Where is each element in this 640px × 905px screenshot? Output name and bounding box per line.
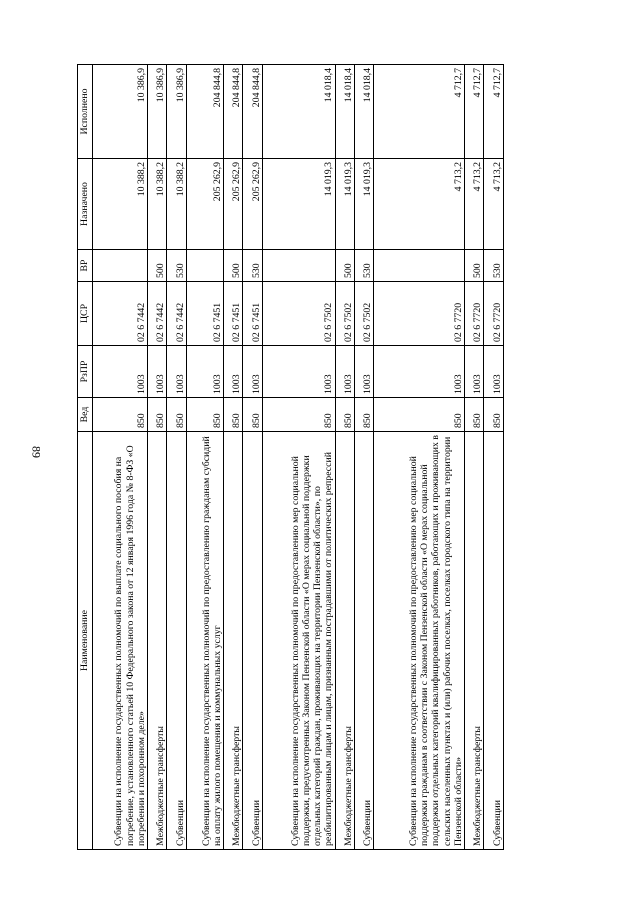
cell-rzpr: 1003 xyxy=(148,346,167,398)
cell-ved: 850 xyxy=(355,398,374,432)
cell-isp: 14 018,4 xyxy=(355,65,374,159)
cell-vr: 530 xyxy=(243,250,262,282)
page-number: 89 xyxy=(29,446,44,458)
cell-name: Субвенции xyxy=(484,432,504,850)
cell-vr xyxy=(374,250,465,282)
cell-csr: 02 6 7451 xyxy=(186,282,223,346)
cell-isp: 4 712,7 xyxy=(374,65,465,159)
cell-rzpr: 1003 xyxy=(224,346,243,398)
cell-rzpr: 1003 xyxy=(484,346,504,398)
cell-csr: 02 6 7720 xyxy=(484,282,504,346)
cell-ved: 850 xyxy=(335,398,354,432)
cell-rzpr: 1003 xyxy=(355,346,374,398)
cell-vr: 500 xyxy=(465,250,484,282)
table-row xyxy=(262,65,335,850)
cell-vr: 530 xyxy=(355,250,374,282)
cell-csr: 02 6 7502 xyxy=(335,282,354,346)
cell-ved: 850 xyxy=(167,398,186,432)
cell-name: Субвенции на исполнение государственных полномочий по выплате социального пособия на погребение, установленного статьей 10 Федерального закона от 12 января 1996 года № 8-ФЗ «О погребении и похоронном деле» xyxy=(93,432,148,850)
cell-name: Субвенции на исполнение государственных полномочий по предоставлению мер социальной поддержки гражданам в соответствии с Законом Пензенской области «О мерах социальной поддержки отдельных категорий квалифицированных работников, работающих и проживающих в сельских населенных пунктах и (или) рабочих поселках, поселках городского типа на территории Пензенской области» xyxy=(374,432,465,850)
table-row xyxy=(93,65,148,850)
cell-rzpr: 1003 xyxy=(335,346,354,398)
cell-nazn: 205 262,9 xyxy=(186,159,223,250)
cell-isp: 10 386,9 xyxy=(93,65,148,159)
cell-ved: 850 xyxy=(148,398,167,432)
cell-nazn: 10 388,2 xyxy=(148,159,167,250)
table-row xyxy=(465,65,484,850)
cell-name: Субвенции xyxy=(243,432,262,850)
header-name: Наименование xyxy=(78,432,93,850)
cell-ved: 850 xyxy=(262,398,335,432)
cell-rzpr: 1003 xyxy=(465,346,484,398)
cell-csr: 02 6 7451 xyxy=(243,282,262,346)
cell-isp: 14 018,4 xyxy=(262,65,335,159)
cell-rzpr: 1003 xyxy=(186,346,223,398)
header-csr: ЦСР xyxy=(78,282,93,346)
cell-csr: 02 6 7442 xyxy=(93,282,148,346)
cell-isp: 10 386,9 xyxy=(148,65,167,159)
rotated-table-container xyxy=(77,65,504,850)
cell-nazn: 205 262,9 xyxy=(224,159,243,250)
cell-name: Субвенции xyxy=(167,432,186,850)
cell-isp: 204 844,8 xyxy=(224,65,243,159)
cell-vr: 530 xyxy=(167,250,186,282)
cell-vr: 500 xyxy=(224,250,243,282)
cell-csr: 02 6 7502 xyxy=(355,282,374,346)
cell-ved: 850 xyxy=(186,398,223,432)
table-row xyxy=(374,65,465,850)
cell-name: Межбюджетные трансферты xyxy=(224,432,243,850)
table-header-row xyxy=(78,65,93,850)
cell-nazn: 205 262,9 xyxy=(243,159,262,250)
cell-csr: 02 6 7720 xyxy=(465,282,484,346)
cell-vr: 500 xyxy=(148,250,167,282)
cell-ved: 850 xyxy=(465,398,484,432)
cell-nazn: 4 713,2 xyxy=(374,159,465,250)
table-row xyxy=(186,65,223,850)
cell-vr xyxy=(93,250,148,282)
budget-table xyxy=(77,64,504,850)
cell-vr xyxy=(262,250,335,282)
table-row xyxy=(243,65,262,850)
cell-name: Межбюджетные трансферты xyxy=(335,432,354,850)
header-rzpr: РзПР xyxy=(78,346,93,398)
table-row xyxy=(167,65,186,850)
header-vr: ВР xyxy=(78,250,93,282)
cell-isp: 204 844,8 xyxy=(243,65,262,159)
cell-ved: 850 xyxy=(93,398,148,432)
header-isp: Исполнено xyxy=(78,65,93,159)
cell-name: Межбюджетные трансферты xyxy=(148,432,167,850)
cell-nazn: 14 019,3 xyxy=(335,159,354,250)
cell-vr: 500 xyxy=(335,250,354,282)
cell-name: Субвенции xyxy=(355,432,374,850)
table-row xyxy=(335,65,354,850)
cell-name: Субвенции на исполнение государственных полномочий по предоставлению гражданам субсидий на оплату жилого помещения и коммунальных услуг xyxy=(186,432,223,850)
cell-rzpr: 1003 xyxy=(262,346,335,398)
cell-isp: 10 386,9 xyxy=(167,65,186,159)
table-row xyxy=(355,65,374,850)
table-row xyxy=(484,65,504,850)
cell-csr: 02 6 7451 xyxy=(224,282,243,346)
cell-rzpr: 1003 xyxy=(243,346,262,398)
cell-isp: 4 712,7 xyxy=(465,65,484,159)
cell-ved: 850 xyxy=(224,398,243,432)
cell-nazn: 4 713,2 xyxy=(484,159,504,250)
cell-isp: 4 712,7 xyxy=(484,65,504,159)
header-nazn: Назначено xyxy=(78,159,93,250)
cell-ved: 850 xyxy=(484,398,504,432)
header-ved: Вед xyxy=(78,398,93,432)
cell-isp: 14 018,4 xyxy=(335,65,354,159)
cell-vr xyxy=(186,250,223,282)
cell-csr: 02 6 7442 xyxy=(167,282,186,346)
cell-csr: 02 6 7442 xyxy=(148,282,167,346)
cell-nazn: 10 388,2 xyxy=(167,159,186,250)
table-row xyxy=(224,65,243,850)
cell-ved: 850 xyxy=(374,398,465,432)
cell-name: Межбюджетные трансферты xyxy=(465,432,484,850)
table-row xyxy=(148,65,167,850)
cell-rzpr: 1003 xyxy=(374,346,465,398)
cell-nazn: 14 019,3 xyxy=(262,159,335,250)
cell-nazn: 14 019,3 xyxy=(355,159,374,250)
cell-name: Субвенции на исполнение государственных полномочий по предоставлению мер социальной поддержки, предусмотренных Законом Пензенской области «О мерах социальной поддержки отдельных категорий граждан, проживающих на территории Пензенской области», по реабилитированным лицам и лицам, признанным пострадавшими от политических репрессий xyxy=(262,432,335,850)
cell-csr: 02 6 7502 xyxy=(262,282,335,346)
cell-nazn: 4 713,2 xyxy=(465,159,484,250)
cell-ved: 850 xyxy=(243,398,262,432)
cell-rzpr: 1003 xyxy=(167,346,186,398)
cell-nazn: 10 388,2 xyxy=(93,159,148,250)
cell-csr: 02 6 7720 xyxy=(374,282,465,346)
cell-isp: 204 844,8 xyxy=(186,65,223,159)
cell-vr: 530 xyxy=(484,250,504,282)
cell-rzpr: 1003 xyxy=(93,346,148,398)
